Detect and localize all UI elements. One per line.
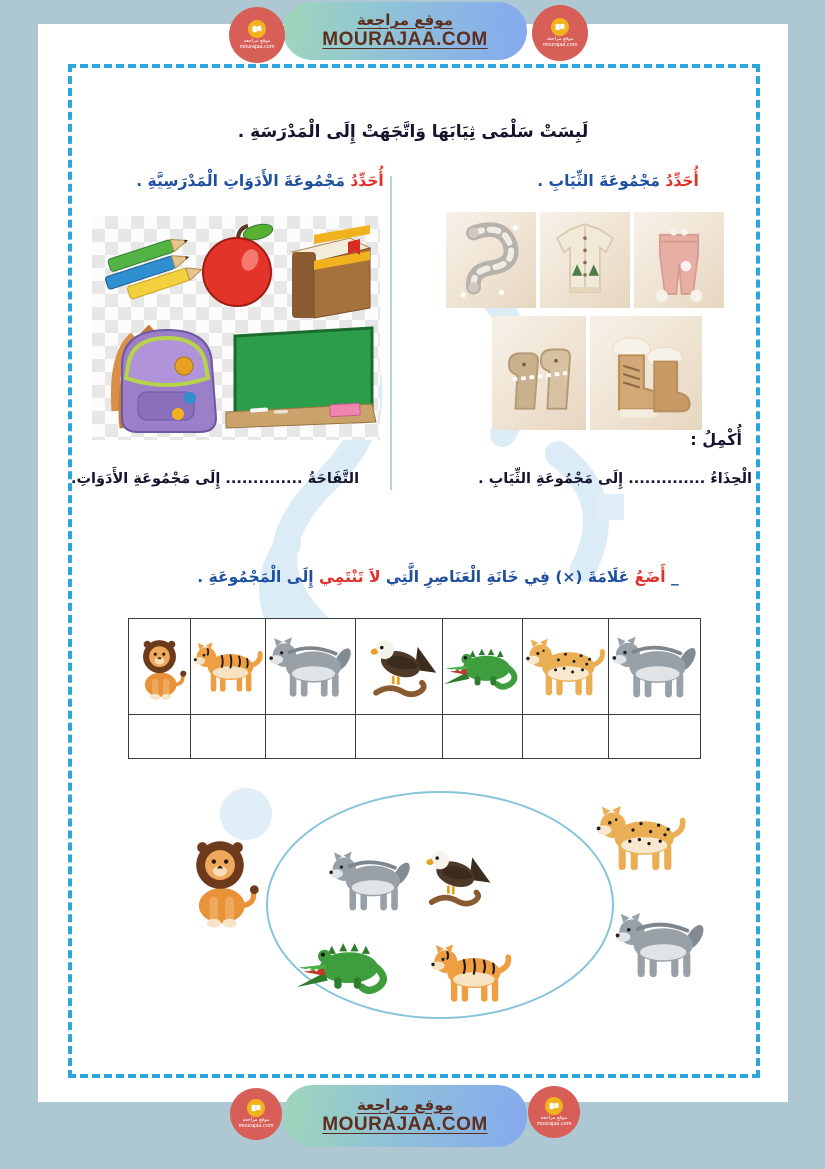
diagram-inside-tiger	[428, 932, 514, 1014]
mark-verb: أَضَعُ	[634, 568, 666, 586]
header-site-name-arabic: موقع مراجعة	[356, 11, 454, 29]
mark-dash: _	[670, 568, 679, 586]
open-book-icon	[247, 1099, 265, 1117]
open-book-icon	[545, 1097, 563, 1115]
header-brand-banner[interactable]	[283, 2, 527, 60]
shoe-subject: الْحِذَاءُ	[710, 471, 752, 487]
diagram-outside-lion	[176, 830, 264, 930]
answer-cell-7[interactable]	[609, 715, 701, 759]
pencils-icon	[100, 233, 204, 305]
animal-cell-5	[443, 619, 523, 715]
tools-task-verb: أُحَدِّدُ	[350, 172, 384, 190]
answer-cell-6[interactable]	[523, 715, 609, 759]
apple-blank[interactable]: ..............	[225, 471, 303, 487]
tools-task-heading	[110, 172, 410, 190]
badge-arabic-text: موقع مراجعة	[546, 35, 574, 42]
mark-negation: لاَ تَنْتَمِي	[319, 568, 381, 586]
tools-task-object: مَجْمُوعَةَ الأَدَوَاتِ الْمَدْرَسِيَّةِ .	[136, 172, 345, 190]
answer-cell-2[interactable]	[191, 715, 266, 759]
footer-brand-banner[interactable]	[283, 1085, 527, 1147]
column-divider	[390, 176, 392, 490]
footer-left-logo-badge	[230, 1088, 282, 1140]
animal-cell-7	[609, 619, 701, 715]
clothes-task-verb: أُحَدِّدُ	[665, 172, 699, 190]
footer-site-domain: MOURAJAA.COM	[322, 1114, 488, 1135]
diagram-inside-eagle	[412, 834, 496, 920]
animal-cell-4	[356, 619, 443, 715]
badge-domain-text: mourajaa.com	[536, 1120, 572, 1127]
header-right-logo-badge	[532, 5, 588, 61]
clothes-photo-cardigan	[540, 212, 630, 308]
apple-fill-line	[64, 471, 366, 487]
answer-cell-1[interactable]	[129, 715, 191, 759]
animal-cell-6	[523, 619, 609, 715]
open-book-icon	[551, 18, 569, 36]
animal-cell-2	[191, 619, 266, 715]
animals-table	[128, 618, 701, 759]
worksheet-page	[38, 24, 788, 1102]
clothes-task-heading	[468, 172, 768, 190]
mark-part2: إِلَى الْمَجْمُوعَةِ .	[197, 568, 314, 586]
clothes-photo-pants	[634, 212, 724, 308]
answer-cell-4[interactable]	[356, 715, 443, 759]
footer-right-logo-badge	[528, 1086, 580, 1138]
badge-domain-text: mourajaa.com	[239, 43, 275, 50]
badge-arabic-text: موقع مراجعة	[242, 1116, 270, 1123]
animals-image-row	[129, 619, 701, 715]
clothes-photo-gloves	[492, 316, 586, 430]
footer-site-name-arabic: موقع مراجعة	[356, 1096, 454, 1114]
badge-arabic-text: موقع مراجعة	[540, 1114, 568, 1121]
mark-part1: عَلَامَةَ (×) فِي خَانَةِ الْعَنَاصِرِ الَّتِي	[385, 568, 630, 586]
apple-subject: التَّفَاحَةُ	[307, 471, 360, 487]
diagram-outside-wolf	[612, 902, 708, 988]
book-icon	[292, 225, 370, 318]
school-tools-clipart	[92, 216, 380, 440]
diagram-outside-cheetah	[593, 792, 689, 884]
clothes-task-object: مَجْمُوعَةَ الثِّيَابِ .	[537, 172, 660, 190]
shoe-blank[interactable]: ..............	[628, 471, 706, 487]
open-book-icon	[248, 20, 266, 38]
animal-cell-1	[129, 619, 191, 715]
clothes-photo-boots	[590, 316, 702, 430]
complete-label: أُكْمِلُ :	[690, 430, 742, 449]
answers-row	[129, 715, 701, 759]
badge-arabic-text: موقع مراجعة	[243, 37, 271, 44]
shoe-rest: إِلَى مَجْمُوعَةِ الثِّيَابِ .	[478, 471, 624, 487]
animal-cell-3	[266, 619, 356, 715]
answer-cell-3[interactable]	[266, 715, 356, 759]
backpack-icon	[115, 328, 216, 432]
clothes-image-group	[446, 212, 738, 430]
intro-sentence: لَبِسَتْ سَلْمَى ثِيَابَهَا وَاتَّجَهَتْ إِلَى الْمَدْرَسَةِ .	[237, 122, 589, 142]
apple-rest: إِلَى مَجْمُوعَةِ الأَدَوَاتِ.	[70, 471, 221, 487]
header-left-logo-badge	[229, 7, 285, 63]
badge-domain-text: mourajaa.com	[238, 1122, 274, 1129]
clothes-photo-scarf	[446, 212, 536, 308]
diagram-inside-crocodile	[294, 927, 394, 1005]
apple-icon	[203, 222, 274, 306]
answer-cell-5[interactable]	[443, 715, 523, 759]
chalkboard-icon	[226, 328, 376, 428]
header-site-domain: MOURAJAA.COM	[322, 29, 488, 50]
shoe-fill-line	[420, 471, 752, 487]
badge-domain-text: mourajaa.com	[542, 41, 578, 48]
mark-task-instruction	[118, 568, 758, 586]
diagram-inside-wolf	[326, 844, 414, 918]
